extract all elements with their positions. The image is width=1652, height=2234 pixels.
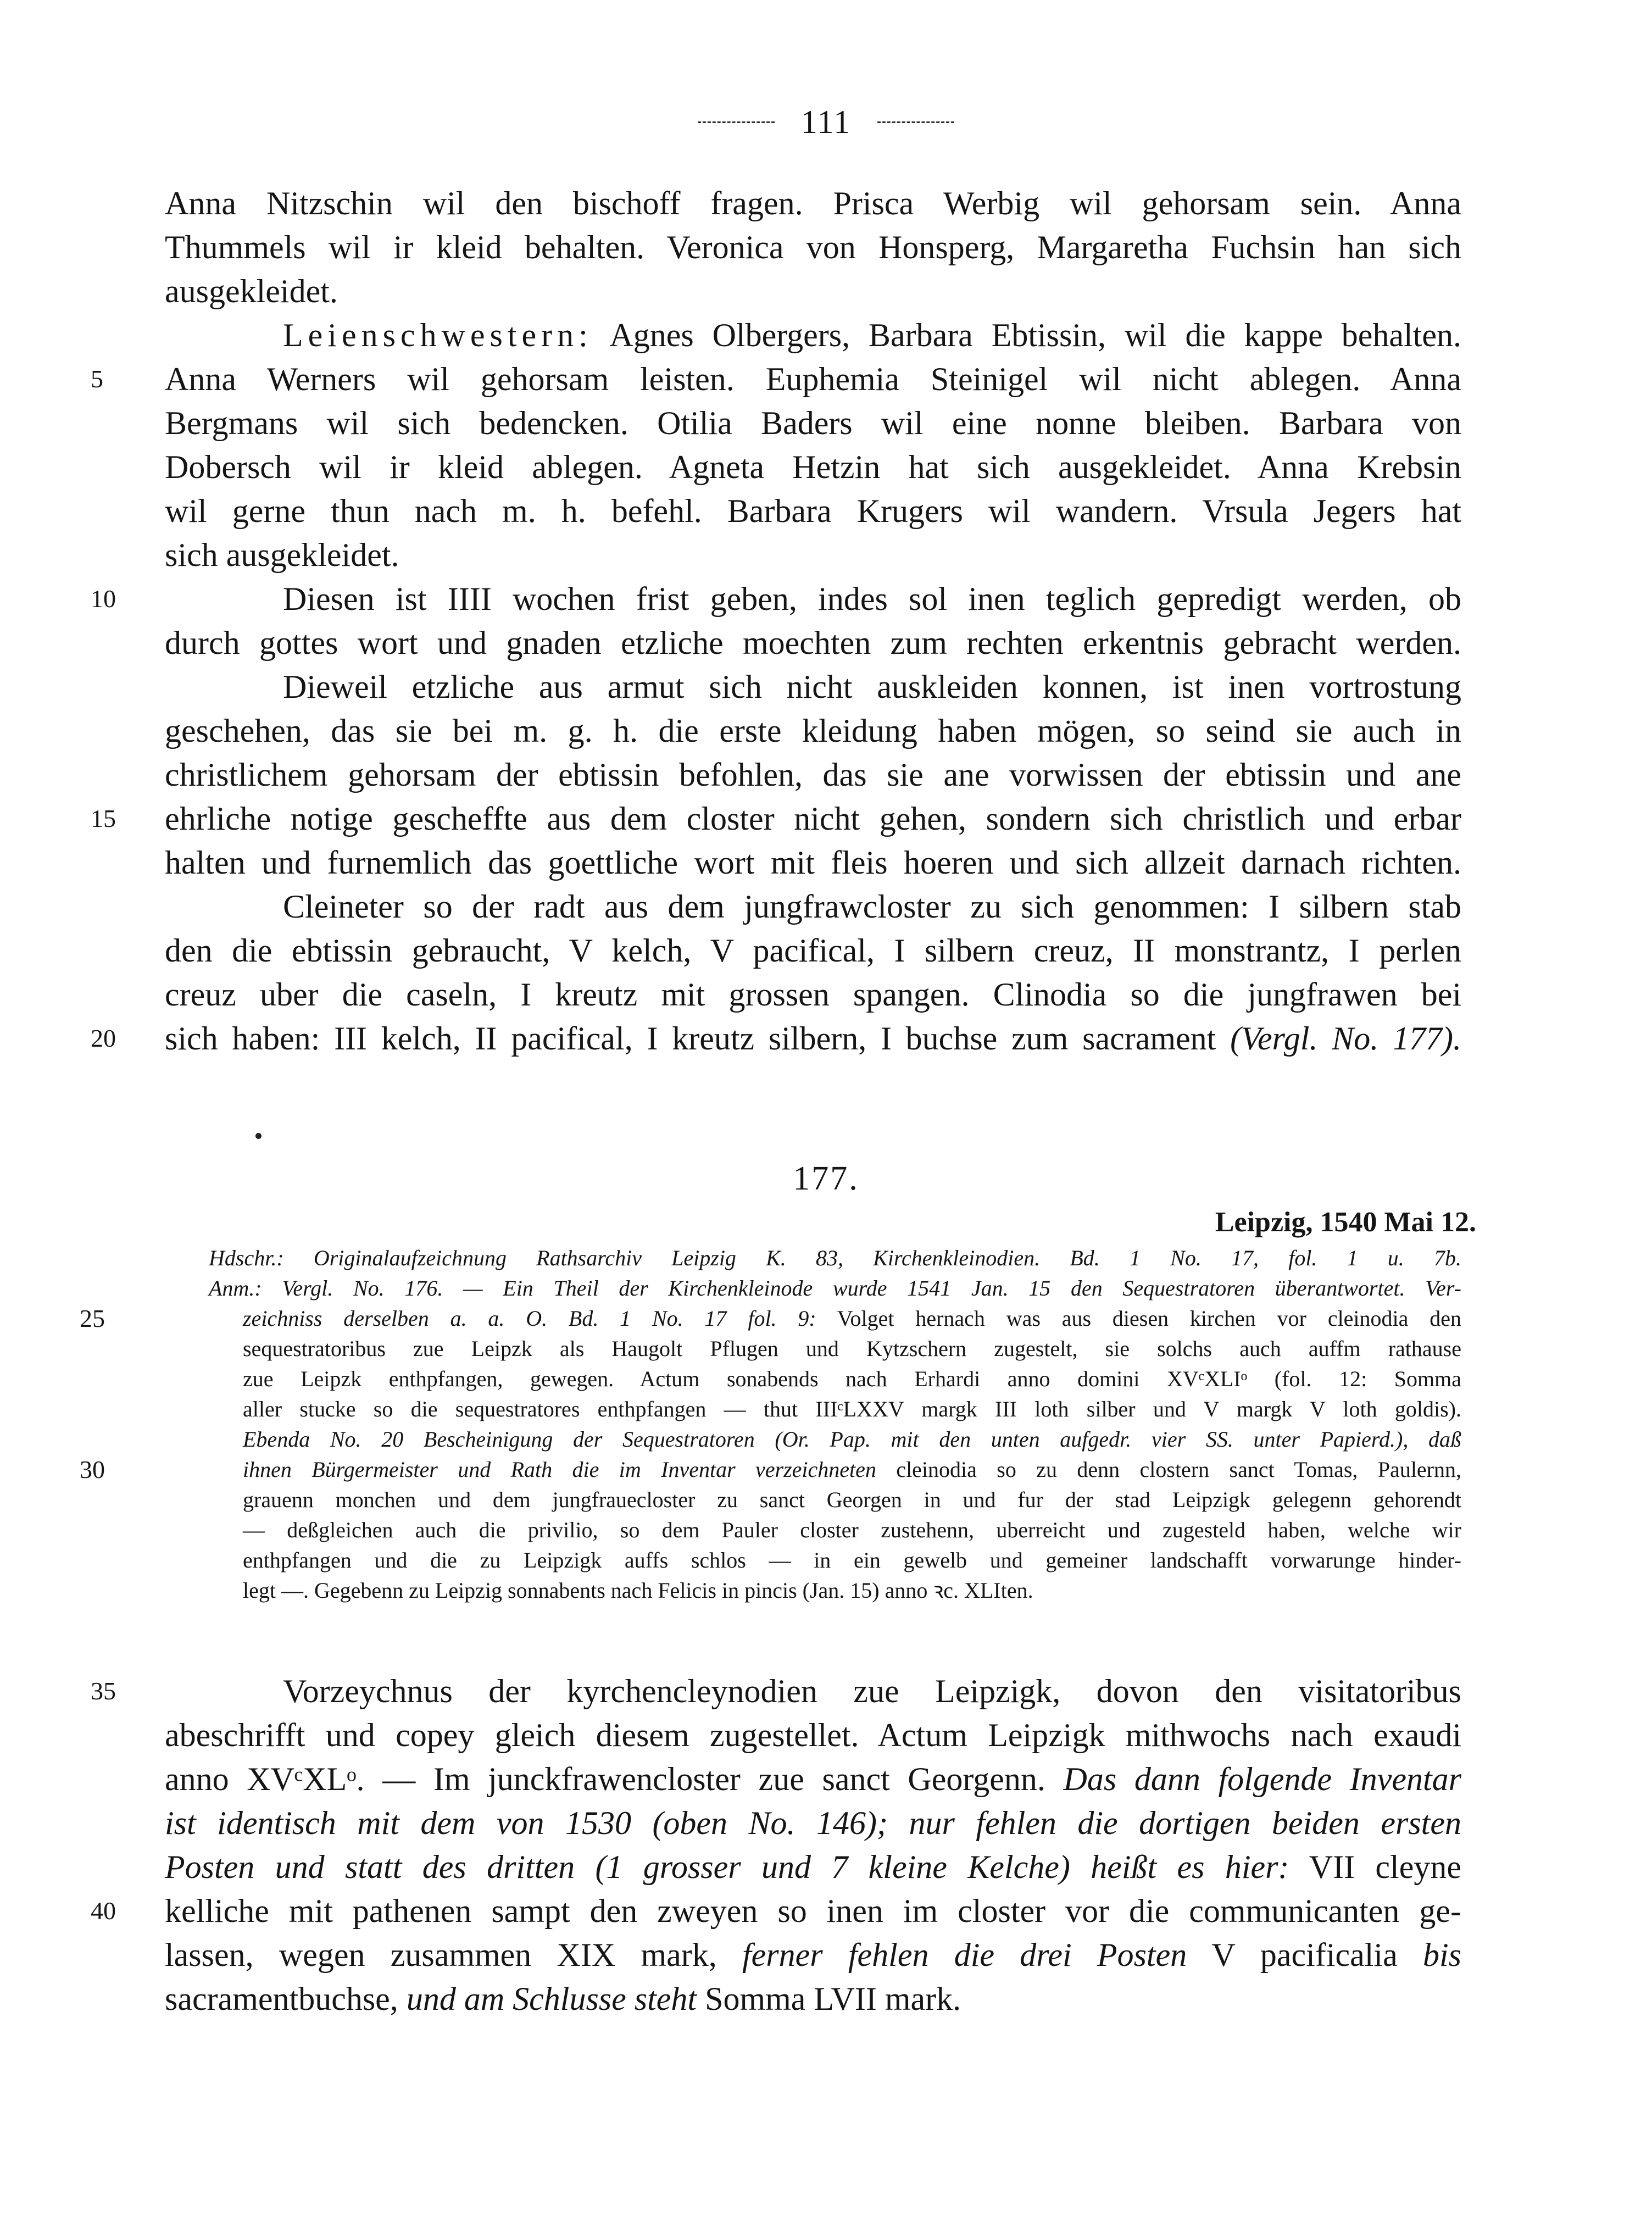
- note-line: 25 zeichniss derselben a. a. O. Bd. 1 No. 17 fol. 9: Volget hernach was aus diesen kirchen vor cleinodia den: [80, 1304, 1461, 1332]
- text-line: Bergmans wil sich bedencken. Otilia Baders wil eine nonne bleiben. Barbara von: [165, 405, 1461, 441]
- text-line: sich ausgekleidet.: [165, 537, 399, 573]
- line-number: 35: [91, 1677, 116, 1705]
- note-line: Hdschr.: Originalaufzeichnung Rathsarchiv Leipzig K. 83, Kirchenkleinodien. Bd. 1 No. 17, fol. 1 u. 7b.: [209, 1246, 1461, 1270]
- section-heading-lay-sisters: Leienschwestern:: [283, 317, 593, 353]
- note-line: 30 ihnen Bürgermeister und Rath die im Inventar verzeichneten cleinodia so zu denn clostern sanct Tomas, Paulernn,: [80, 1455, 1462, 1483]
- text-line: creuz uber die caseln, I kreutz mit grossen spangen. Clinodia so die jungfrawen bei: [165, 976, 1461, 1013]
- document-number: 177.: [793, 1160, 859, 1197]
- text-line: lassen, wegen zusammen XIX mark, ferner fehlen die drei Posten V pacificalia bis: [165, 1937, 1462, 1973]
- note-line: legt —. Gegebenn zu Leipzig sonnabents nach Felicis in pincis (Jan. 15) anno ꝛc. XLIten.: [243, 1578, 1033, 1603]
- text-line: den die ebtissin gebraucht, V kelch, V pacifical, I silbern creuz, II monstrantz, I perlen: [165, 932, 1461, 969]
- text-line: sacramentbuchse, und am Schlusse steht Somma LVII mark.: [165, 1981, 961, 2017]
- text-line: durch gottes wort und gnaden etzliche moechten zum rechten erkentnis gebracht werden.: [165, 625, 1461, 661]
- note-line: sequestratoribus zue Leipzk als Haugolt Pflugen und Kytzschern zugestelt, sie solchs auch auffm rathause: [243, 1336, 1461, 1361]
- text-line: halten und furnemlich das goettliche wort mit fleis hoeren und sich allzeit darnach richten.: [165, 844, 1461, 881]
- text-line: Leienschwestern: Agnes Olbergers, Barbara Ebtissin, wil die kappe behalten.: [283, 317, 1461, 353]
- line-number: 20: [91, 1024, 116, 1052]
- text-line: 35 Vorzeychnus der kyrchencleynodien zue Leipzigk, dovon den visitatoribus: [165, 1669, 1461, 1713]
- note-line: aller stucke so die sequestratores enthpfangen — thut IIIᶜLXXV margk III loth silber und V margk V loth goldis).: [243, 1397, 1461, 1421]
- header-rule-left: [698, 121, 775, 123]
- cross-reference: (Vergl. No. 177).: [1216, 1020, 1461, 1057]
- stray-mark: [255, 1133, 262, 1139]
- text-line: Anna Nitzschin wil den bischoff fragen. Prisca Werbig wil gehorsam sein. Anna: [165, 185, 1461, 221]
- note-line: grauenn monchen und dem jungfrauecloster zu sanct Georgen in und fur der stad Leipzigk gelegenn gehorendt: [243, 1487, 1461, 1512]
- body-text-lower: [91, 1669, 1462, 2021]
- text-line: christlichem gehorsam der ebtissin befohlen, das sie ane vorwissen der ebtissin und ane: [165, 757, 1461, 793]
- text-line: abeschrifft und copey gleich diesem zugestellet. Actum Leipzigk mithwochs nach exaudi: [165, 1717, 1461, 1753]
- page-header: [0, 103, 1652, 141]
- apparatus-notes: [80, 1243, 1462, 1605]
- text-line: Cleineter so der radt aus dem jungfrawcloster zu sich genommen: I silbern stab: [283, 888, 1461, 925]
- note-line: — deßgleichen auch die privilio, so dem Pauler closter zustehenn, uberreicht und zugesteld haben, welche wir: [243, 1518, 1461, 1542]
- text-line: wil gerne thun nach m. h. befehl. Barbara Krugers wil wandern. Vrsula Jegers hat: [165, 493, 1461, 529]
- text-line: ausgekleidet.: [165, 273, 338, 309]
- text-line: ist identisch mit dem von 1530 (oben No. 146); nur fehlen die dortigen beiden ersten: [165, 1805, 1461, 1841]
- line-number: 30: [80, 1455, 105, 1483]
- text-line: 20 sich haben: III kelch, II pacifical, I kreutz silbern, I buchse zum sacrament (Vergl. No. 177).: [165, 1016, 1461, 1060]
- note-line: enthpfangen und die zu Leipzigk auffs schlos — in ein gewelb und gemeiner landschafft vorwarunge hinder-: [243, 1548, 1461, 1572]
- text-line: geschehen, das sie bei m. g. h. die erste kleidung haben mögen, so seind sie auch in: [165, 713, 1461, 749]
- text-line: 40 kelliche mit pathenen sampt den zweyen so inen im closter vor die communicanten ge-: [165, 1889, 1461, 1933]
- line-number: 15: [91, 804, 116, 832]
- line-number: 40: [91, 1897, 116, 1925]
- line-number: 10: [91, 585, 116, 613]
- line-number: 5: [91, 365, 103, 393]
- text-line: Dieweil etzliche aus armut sich nicht auskleiden konnen, ist inen vortrostung: [283, 669, 1461, 705]
- text-line: anno XVᶜXLᵒ. — Im junckfrawencloster zue sanct Georgenn. Das dann folgende Inventar: [165, 1761, 1462, 1797]
- note-line: Ebenda No. 20 Bescheinigung der Sequestratoren (Or. Pap. mit den unten aufgedr. vier SS. unter Papierd.), daß: [243, 1427, 1461, 1452]
- note-line: zue Leipzk enthpfangen, gewegen. Actum sonabends nach Erhardi anno domini XVᶜXLIᵒ (fol. 12: Somma: [243, 1366, 1461, 1391]
- body-text-upper: [91, 181, 1461, 1060]
- text-line: Thummels wil ir kleid behalten. Veronica von Honsperg, Margaretha Fuchsin han sich: [165, 229, 1461, 265]
- text-line: 10 Diesen ist IIII wochen frist geben, indes sol inen teglich gepredigt werden, ob: [165, 577, 1461, 621]
- text-line: Dobersch wil ir kleid ablegen. Agneta Hetzin hat sich ausgekleidet. Anna Krebsin: [165, 449, 1461, 485]
- text-line: Posten und statt des dritten (1 grosser und 7 kleine Kelche) heißt es hier: VII cleyne: [165, 1849, 1461, 1885]
- place-date: Leipzig, 1540 Mai 12.: [1215, 1207, 1476, 1238]
- text-line: 15 ehrliche notige gescheffte aus dem closter nicht gehen, sondern sich christlich und erbar: [165, 797, 1461, 841]
- header-rule-right: [877, 121, 954, 123]
- note-line: Anm.: Vergl. No. 176. — Ein Theil der Kirchenkleinode wurde 1541 Jan. 15 den Sequestratoren überantwortet. Ver-: [209, 1276, 1461, 1301]
- text-line: 5 Anna Werners wil gehorsam leisten. Euphemia Steinigel wil nicht ablegen. Anna: [165, 357, 1461, 401]
- page-number: 111: [800, 104, 852, 140]
- line-number: 25: [80, 1304, 105, 1332]
